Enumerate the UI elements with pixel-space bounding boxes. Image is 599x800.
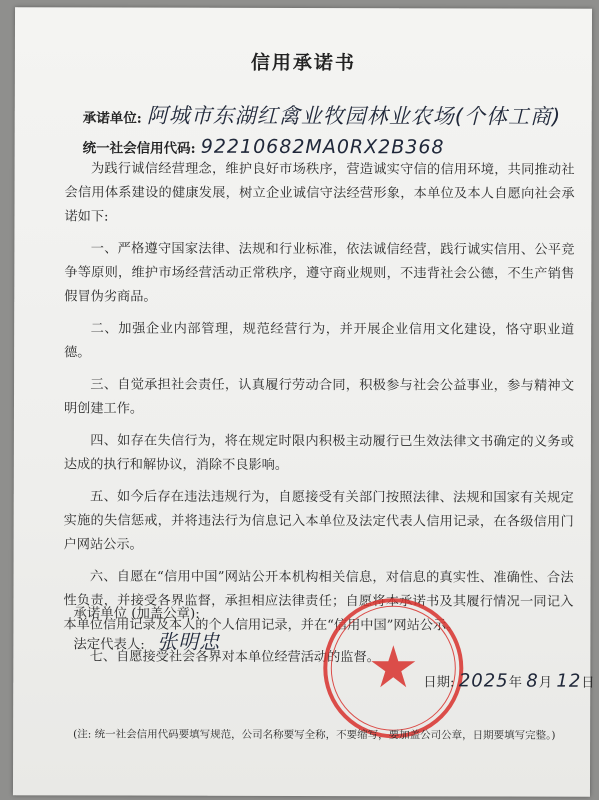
date-year: 2025 [458,670,509,692]
date-label: 日期: [423,675,455,691]
paragraph-1: 一、严格遵守国家法律、法规和行业标准，依法诚信经营，践行诚实信用、公平竞争等原则，维护市场经营活动正常秩序，遵守商业规则，不违背社会公德，不生产销售假冒伪劣商品。 [64,241,575,305]
signature-unit-label: 承诺单位 (加盖公章): [73,606,200,622]
unit-row [83,99,562,130]
signature-unit-row [73,602,199,621]
document-sheet [13,7,595,797]
paragraph-4: 四、如存在失信行为，将在规定时限内积极主动履行已生效法律文书确定的义务或达成的执行和解协议，消除不良影响。 [63,433,574,473]
legal-rep-signature: 张明忠 [157,629,221,654]
paragraph-6: 六、自愿在“信用中国”网站公开本机构相关信息，对信息的真实性、准确性、合法性负责，并接受各界监督，承担相应法律责任；自愿将本承诺书及其履行情况一同记入本单位信用记录及本人的个人信用记录，并在“信用中国”网站公示。 [63,569,574,634]
date-day: 12 [556,670,582,692]
document-title: 信用承诺书 [250,51,356,75]
date-row [423,670,594,691]
paragraph-5: 五、如今后存在违法违规行为，自愿接受有关部门按照法律、法规和国家有关规定实施的失信惩戒，并将违法行为信息记入本单位及法定代表人信用记录，在各级信用门户网站公示。 [63,489,574,553]
credit-code-row [83,135,445,158]
legal-rep-row [73,625,220,654]
date-day-unit: 日 [581,675,595,691]
official-seal-stamp [318,593,468,743]
credit-code-label: 统一社会信用代码: [82,140,196,157]
credit-code-handwritten-value: 92210682MA0RX2B368 [200,135,445,159]
date-year-unit: 年 [508,675,523,691]
paragraph-3: 三、自觉承担社会责任，认真履行劳动合同，积极参与社会公益事业，参与精神文明创建工作。 [63,377,575,417]
date-month-unit: 月 [538,675,553,691]
legal-rep-label: 法定代表人: [73,637,145,653]
paragraph-7: 七、自愿接受社会各界对本单位经营活动的监督。 [89,649,380,666]
seal-star-icon [371,645,415,687]
unit-label: 承诺单位: [82,110,142,127]
footnote: (注: 统一社会信用代码要填写规范，公司名称要写全称，不要缩写，要加盖公司公章，日期要填写完整。) [73,728,556,742]
unit-handwritten-value: 阿城市东湖红禽业牧园林业农场(个体工商) [146,103,562,129]
date-month: 8 [526,670,539,692]
paragraph-intro: 为践行诚信经营理念，维护良好市场秩序，营造诚实守信的信用环境，共同推动社会信用体系建设的健康发展，树立企业诚信守法经营形象，本单位及本人自愿向社会承诺如下: [64,161,575,225]
paragraph-2: 二、加强企业内部管理，规范经营行为，并开展企业信用文化建设，恪守职业道德。 [64,321,575,361]
